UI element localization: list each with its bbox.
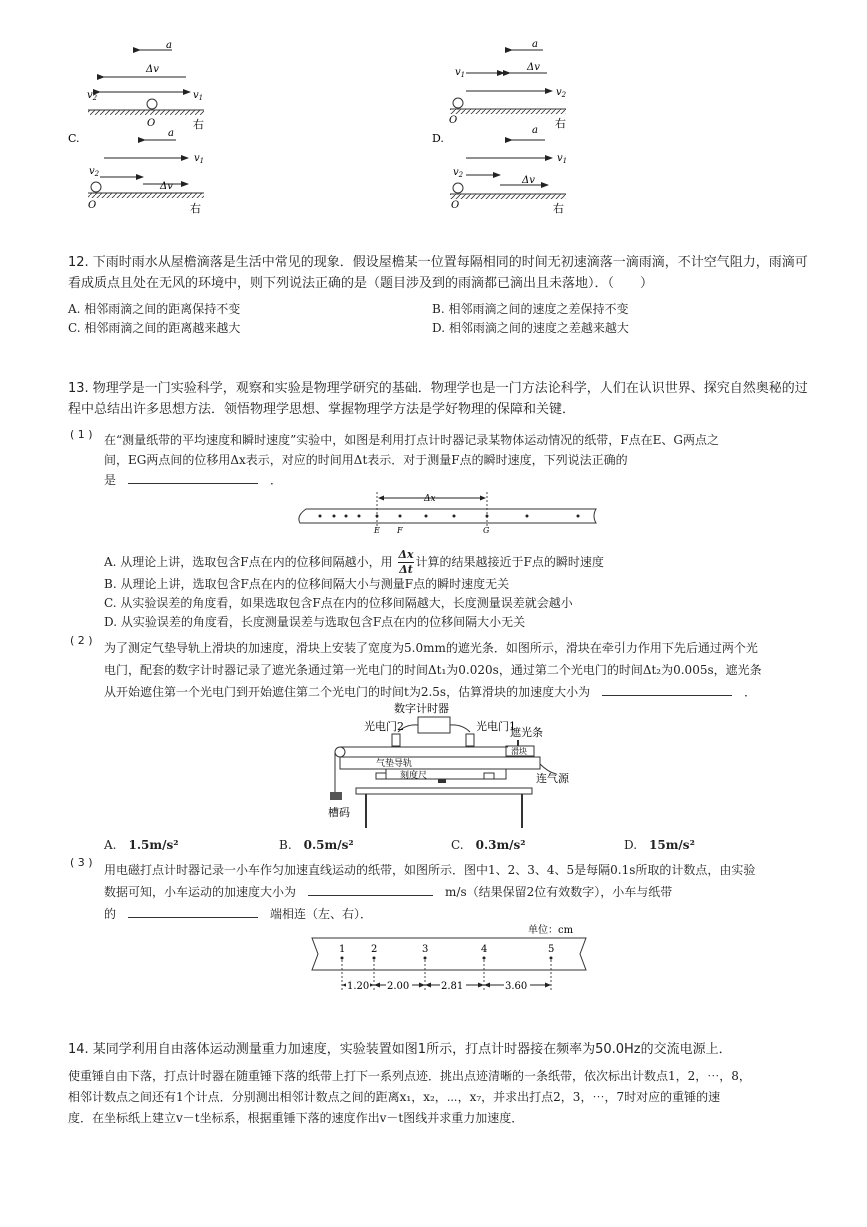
q13-part2-line2: 电门，配套的数字计时器记录了遮光条通过第一光电门的时间Δt₁为0.020s，通过第二个光电门的时间Δt₂为0.005s，遮光条 — [104, 663, 762, 677]
svg-text:Δv: Δv — [522, 175, 535, 186]
q13-part2-marker: ( 2 ) — [70, 634, 93, 647]
svg-text:3.60: 3.60 — [505, 981, 528, 992]
q13-part1-line1: 在“测量纸带的平均速度和瞬时速度”实验中，如图是利用打点计时器记录某物体运动情况的纸带，F点在E、G两点之 — [104, 433, 719, 447]
q14-body — [68, 1066, 808, 1129]
q13-part2-answer-blank[interactable] — [602, 683, 732, 696]
diagram-b2 — [449, 39, 567, 130]
svg-text:v2: $v_2$ — [453, 167, 464, 179]
svg-text:O: O — [147, 118, 156, 129]
svg-text:槽码: 槽码 — [328, 806, 350, 819]
svg-text:E: E — [374, 526, 380, 535]
svg-text:2: 2 — [371, 944, 378, 955]
svg-text:a: a — [166, 40, 172, 51]
svg-text:C.: C. — [68, 132, 80, 145]
frac-numerator: Δx — [398, 548, 414, 561]
svg-text:G: G — [483, 526, 490, 535]
svg-text:O: O — [451, 200, 460, 211]
svg-text:滑块: 滑块 — [511, 747, 527, 756]
q13-part1-option-b[interactable]: B. 从理论上讲，选取包含F点在内的位移间隔大小与测量F点的瞬时速度无关 — [104, 577, 510, 591]
q14-stem: 14. 某同学利用自由落体运动测量重力加速度，实验装置如图1所示，打点计时器接在频率为50.0Hz的交流电源上． — [68, 1042, 732, 1057]
svg-text:v2: $v_2$ — [87, 90, 98, 102]
svg-text:4: 4 — [481, 944, 488, 955]
svg-text:v2: $v_2$ — [89, 166, 100, 178]
svg-text:遮光条: 遮光条 — [510, 726, 543, 739]
q14-line3: 度．在坐标纸上建立v－t坐标系，根据重锤下落的速度作出v－t图线并求重力加速度． — [68, 1111, 524, 1125]
q12-option-b[interactable]: B. 相邻雨滴之间的速度之差保持不变 — [432, 302, 629, 316]
q11-diagrams — [0, 0, 867, 230]
svg-text:v2: $v_2$ — [556, 87, 567, 99]
svg-text:O: O — [88, 200, 97, 211]
diagram-c — [88, 128, 204, 215]
svg-text:a: a — [532, 39, 538, 50]
q14-line1: 使重锤自由下落，打点计时器在随重锤下落的纸带上打下一系列点迹．挑出点迹清晰的一条纸带，依次标出计数点1，2，⋯，8， — [68, 1069, 751, 1083]
q12-option-d[interactable]: D. 相邻雨滴之间的速度之差越来越大 — [432, 321, 629, 335]
svg-text:3: 3 — [422, 944, 429, 955]
frac-denominator: Δt — [399, 563, 413, 576]
q13-part1-text — [104, 430, 794, 490]
svg-text:右: 右 — [193, 118, 204, 131]
q13-part2-line1: 为了测定气垫导轨上滑块的加速度，滑块上安装了宽度为5.0mm的遮光条．如图所示，滑块在牵引力作用下先后通过两个光 — [104, 641, 758, 655]
q12-option-c[interactable]: C. 相邻雨滴之间的距离越来越大 — [68, 321, 241, 335]
q13-part2-line3: 从开始遮住第一个光电门到开始遮住第二个光电门的时间t为2.5s，估算滑块的加速度大小为 ． — [104, 685, 757, 699]
svg-text:右: 右 — [190, 202, 201, 215]
q13-part1-option-d[interactable]: D. 从实验误差的角度看，长度测量误差与选取包含F点在内的位移间隔大小无关 — [104, 615, 526, 629]
q13-part2-option-b[interactable]: B. 0.5m/s² — [279, 838, 354, 852]
svg-text:5: 5 — [548, 944, 555, 955]
q13-part3-line2: 数据可知，小车运动的加速度大小为 m/s（结果保留2位有效数字），小车与纸带 — [104, 885, 673, 899]
q13-part3-line3: 的 端相连（左、右）． — [104, 907, 373, 921]
q13-part1-marker: ( 1 ) — [70, 428, 93, 441]
svg-text:2.81: 2.81 — [441, 981, 464, 992]
q13-part1-option-c[interactable]: C. 从实验误差的角度看，如果选取包含F点在内的位移间隔越大，长度测量误差就会越小 — [104, 596, 573, 610]
svg-text:2.00: 2.00 — [387, 981, 410, 992]
q13-stem-line2: 程中总结出许多思想方法．领悟物理学思想、掌握物理学方法是学好物理的保障和关键． — [68, 402, 576, 417]
q13-part1-line2: 间，EG两点间的位移用Δx表示，对应的时间用Δt表示．对于测量F点的瞬时速度，下列说法正确的 — [104, 453, 628, 467]
q13-part2-option-a[interactable]: A. 1.5m/s² — [104, 838, 179, 852]
q13-part2-text — [104, 637, 804, 703]
svg-text:Δv: Δv — [160, 181, 173, 192]
q13-part3-end-blank[interactable] — [128, 905, 258, 918]
q13-part1-answer-blank[interactable] — [128, 471, 258, 484]
svg-text:Δx: Δx — [424, 494, 436, 504]
q13-part1-option-a[interactable]: A. 从理论上讲，选取包含F点在内的位移间隔越小，用 $\frac{\Delta x}{\Delta t}$ 计算的结果越接近于F点的瞬时速度 — [104, 548, 604, 576]
svg-text:光电门1: 光电门1 — [476, 720, 516, 733]
q13-stem-line1: 13. 物理学是一门实验科学，观察和实验是物理学研究的基础．物理学也是一门方法论科学，人们在认识世界、探究自然奥秘的过 — [68, 381, 808, 396]
svg-text:刻度尺: 刻度尺 — [400, 771, 428, 781]
q13-part1-line3: 是 ． — [104, 473, 283, 487]
svg-text:v1: $v_1$ — [194, 153, 205, 165]
q13-part3-line1: 用电磁打点计时器记录一小车作匀加速直线运动的纸带，如图所示．图中1、2、3、4、5是每隔0.1s所取的计数点，由实验 — [104, 863, 756, 877]
tape1-diagram — [296, 490, 608, 539]
q13-part2-option-d[interactable]: D. 15m/s² — [624, 838, 695, 852]
q12-stem — [68, 252, 808, 294]
diagram-b — [87, 40, 204, 131]
svg-text:F: F — [397, 526, 403, 535]
svg-text:右: 右 — [553, 202, 564, 215]
svg-text:光电门2: 光电门2 — [364, 720, 404, 733]
svg-text:1: 1 — [339, 944, 346, 955]
svg-text:连气源: 连气源 — [536, 772, 569, 785]
svg-text:O: O — [449, 115, 458, 126]
q13-part3-marker: ( 3 ) — [70, 856, 93, 869]
svg-text:v1: $v_1$ — [455, 67, 466, 79]
q13-stem — [68, 378, 808, 420]
svg-text:a: a — [532, 125, 538, 136]
svg-text:气垫导轨: 气垫导轨 — [376, 759, 413, 769]
q13-part3-text — [104, 859, 804, 925]
tape2-diagram — [308, 920, 598, 999]
diagram-d — [450, 125, 567, 215]
q12-stem-line1: 12. 下雨时雨水从屋檐滴落是生活中常见的现象．假设屋檐某一位置每隔相同的时间无初速滴落一滴雨滴，不计空气阻力，雨滴可 — [68, 255, 808, 270]
svg-text:数字计时器: 数字计时器 — [394, 702, 449, 715]
q13-part2-option-c[interactable]: C. 0.3m/s² — [451, 838, 526, 852]
q11-figures — [0, 0, 867, 230]
q12-stem-line2: 看成质点且处在无风的环境中，则下列说法正确的是（题目涉及到的雨滴都已滴出且未落地）．（ ） — [68, 276, 654, 291]
svg-text:右: 右 — [555, 117, 566, 130]
svg-text:v1: $v_1$ — [557, 153, 568, 165]
svg-text:a: a — [168, 128, 174, 139]
q13-part3-accel-blank[interactable] — [308, 883, 433, 896]
svg-text:D.: D. — [432, 132, 444, 145]
svg-text:Δv: Δv — [146, 64, 159, 75]
air-track-diagram — [326, 700, 586, 833]
svg-text:1.20: 1.20 — [347, 981, 370, 992]
q12-option-a[interactable]: A. 相邻雨滴之间的距离保持不变 — [68, 302, 241, 316]
q14-line2: 相邻计数点之间还有1个计点．分别测出相邻计数点之间的距离x₁，x₂，⋯，x₇，并求出打点2，3，⋯，7时对应的重锤的速 — [68, 1090, 721, 1104]
svg-text:Δv: Δv — [527, 62, 540, 73]
svg-text:v1: $v_1$ — [193, 90, 204, 102]
svg-text:单位：cm: 单位：cm — [528, 925, 574, 936]
